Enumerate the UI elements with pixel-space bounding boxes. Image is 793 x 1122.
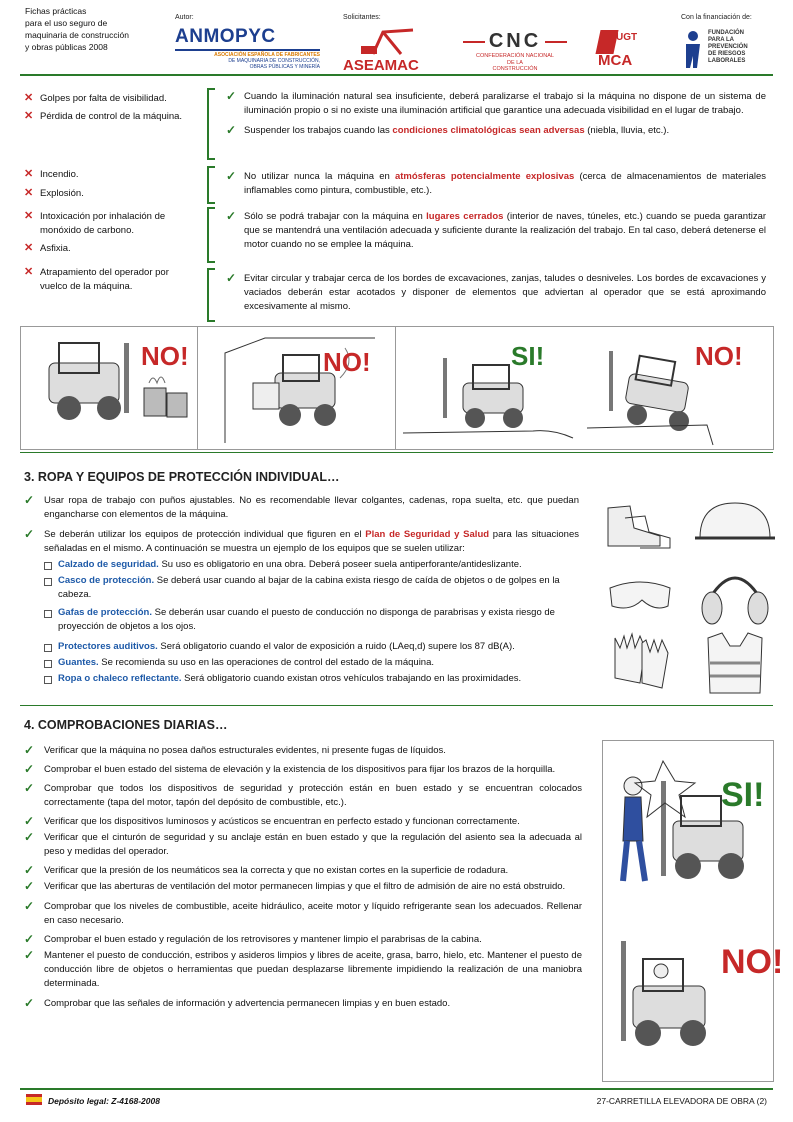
measure-highlight: lugares cerrados (426, 211, 504, 222)
risk-item (24, 266, 197, 294)
risk-text: Pérdida de control de la máquina. (40, 111, 183, 122)
solicitantes-label: Solicitantes: (343, 14, 381, 21)
measure-item (226, 210, 766, 252)
series-line: maquinaria de construcción (25, 30, 129, 40)
ppe-title: Gafas de protección. (58, 607, 152, 618)
forklift-safe-illustration (403, 333, 583, 445)
measure-text: No utilizar nunca la máquina en (244, 171, 395, 182)
inspection-operator-illustration (623, 761, 764, 881)
measure-text: Suspender los trabajos cuando las (244, 125, 393, 136)
x-icon: ✕ (24, 110, 34, 122)
risk-item (24, 168, 197, 182)
list-item (24, 494, 579, 522)
risk-group-4 (24, 266, 197, 294)
series-line: para el uso seguro de (25, 18, 108, 28)
measure-text: Sólo se podrá trabajar con la máquina en (244, 211, 427, 222)
legal-deposit: Depósito legal: Z-4168-2008 (48, 1096, 160, 1106)
check-icon: ✓ (24, 781, 35, 795)
risk-text: Intoxicación por inhalación de monóxido de carbono. (40, 211, 166, 236)
ppe-title: Calzado de seguridad. (58, 559, 159, 570)
footer-divider (20, 1088, 773, 1090)
anmopyc-sub: OBRAS PÚBLICAS Y MINERÍA (249, 64, 320, 70)
cnc-logo-text: CNC (488, 30, 542, 52)
section3-list (24, 494, 579, 686)
risk-item (24, 242, 197, 256)
anmopyc-sub: ASOCIACIÓN ESPAÑOLA DE FABRICANTES (214, 52, 320, 58)
no-label: NO! (323, 347, 371, 377)
bracket (207, 88, 215, 160)
daily-check-illustrations (603, 741, 784, 1081)
ppe-title: Protectores auditivos. (58, 641, 158, 652)
x-icon: ✕ (24, 187, 34, 199)
ppe-item (44, 606, 579, 634)
measure-item (226, 170, 766, 198)
ppe-item (44, 558, 579, 572)
list-item (24, 997, 582, 1011)
check-icon: ✓ (226, 209, 237, 223)
ear-protectors-icon (702, 578, 768, 624)
ppe-item (44, 640, 579, 654)
section4-title: 4. COMPROBACIONES DIARIAS… (24, 718, 228, 732)
fundacion-figure-icon (682, 30, 704, 70)
check-icon: ✓ (24, 996, 35, 1010)
item-text: Se deberán utilizar los equipos de protección individual que figuren en el (44, 529, 366, 540)
item-text: Verificar que la máquina no posea daños estructurales evidentes, ni presente fugas de líquidos. (44, 745, 446, 756)
reflective-vest-icon (708, 633, 762, 693)
bracket (207, 166, 215, 204)
series-line: Fichas prácticas (25, 6, 87, 16)
fundacion-line: LABORALES (708, 58, 746, 64)
item-text: Comprobar el buen estado del sistema de elevación y la existencia de los dispositivos para fijar los brazos de la horquilla. (44, 764, 556, 775)
ppe-item (44, 574, 579, 602)
list-item (24, 528, 579, 556)
check-icon: ✓ (24, 879, 35, 893)
list-item (24, 880, 582, 894)
check-icon: ✓ (24, 932, 35, 946)
anmopyc-sub: DE MAQUINARIA DE CONSTRUCCIÓN, (228, 58, 320, 64)
list-item (24, 782, 582, 810)
check-icon: ✓ (24, 814, 35, 828)
goggles-icon (610, 582, 670, 608)
item-text: Comprobar que las señales de información y advertencia permanecen limpias y en buen estado. (44, 998, 451, 1009)
item-highlight: Plan de Seguridad y Salud (365, 529, 490, 540)
aseamac-logo-text: ASEAMAC (343, 57, 419, 74)
fundacion-logo (682, 30, 777, 72)
check-icon: ✓ (226, 123, 237, 137)
item-text: para las situaciones señaladas en el mismo. A continuación se muestra un ejemplo de los equipos que se suelen utilizar: (44, 529, 579, 554)
check-icon: ✓ (24, 743, 35, 757)
x-icon: ✕ (24, 266, 34, 278)
list-item (24, 744, 582, 758)
ppe-text: Su uso es obligatorio en una obra. Deberá poseer suela antiperforante/antideslizante. (158, 559, 522, 570)
anmopyc-logo (175, 26, 320, 70)
risk-text: Incendio. (40, 169, 79, 180)
ppe-text: Se recomienda su uso en las operaciones de control del estado de la máquina. (98, 657, 435, 668)
item-text: Comprobar que los niveles de combustible, aceite hidráulico, aceite motor y líquido refrigerante sean los adecuados. Rellenar en caso necesario. (44, 901, 582, 926)
daily-check-illustration-box (602, 740, 784, 1082)
fundacion-line: PREVENCIÓN (708, 44, 748, 50)
item-text: Comprobar que todos los dispositivos de seguridad y protección están en buen estado y se encuentran colocados correctamente (tapa del motor, tapón del depósito de combustible, etc.). (44, 783, 582, 808)
check-icon: ✓ (24, 863, 35, 877)
ppe-title: Guantes. (58, 657, 99, 668)
risk-item (24, 92, 197, 106)
item-text: Verificar que la presión de los neumáticos sea la correcta y que no existan cortes en la superficie de rodadura. (44, 865, 509, 876)
measure-text: Cuando la iluminación natural sea insuficiente, deberá paralizarse el trabajo si la máquina no dispone de un sistema de iluminación propio o si no existe una iluminación artificial que garantice una adecuada visibilidad en el lugar de trabajo. (244, 91, 766, 116)
measure-group-3 (226, 210, 766, 252)
cnc-logo (450, 30, 580, 73)
si-label: SI! (721, 776, 765, 814)
measure-item (226, 272, 766, 314)
list-item (24, 900, 582, 928)
risk-group-1 (24, 92, 197, 124)
forklift-edge-illustration (587, 333, 767, 445)
measure-group-1 (226, 90, 766, 138)
si-label: SI! (511, 341, 545, 371)
financiacion-label: Con la financiación de: (681, 14, 752, 21)
forklift-closed-space-illustration (205, 333, 390, 445)
series-line: y obras públicas 2008 (25, 42, 108, 52)
autor-label: Autor: (175, 14, 194, 21)
risk-group-3 (24, 210, 197, 256)
risk-item (24, 210, 197, 238)
helmet-icon (695, 503, 775, 538)
aseamac-crane-icon (343, 26, 433, 56)
list-item (24, 831, 582, 859)
cnc-sub: CONSTRUCCIÓN (492, 66, 538, 72)
no-label: NO! (721, 943, 784, 981)
ppe-item (44, 672, 579, 686)
x-icon: ✕ (24, 92, 34, 104)
risk-text: Asfixia. (40, 243, 71, 254)
ppe-item (44, 656, 579, 670)
ppe-illustrations (600, 488, 780, 700)
list-item (24, 815, 582, 829)
measure-group-2 (226, 170, 766, 198)
measure-highlight: condiciones climatológicas sean adversas (392, 125, 585, 136)
no-label: NO! (695, 341, 743, 371)
bracket (207, 207, 215, 263)
section4-list (24, 744, 582, 1011)
measure-highlight: atmósferas potencialmente explosivas (394, 171, 575, 182)
check-icon: ✓ (226, 169, 237, 183)
list-item (24, 949, 582, 991)
risk-text: Atrapamiento del operador por vuelco de la máquina. (40, 267, 169, 292)
header-divider (20, 74, 773, 76)
section4-divider (20, 705, 773, 706)
bracket (207, 268, 215, 322)
aseamac-logo (343, 26, 433, 72)
anmopyc-logo-text: ANMOPYC (175, 26, 276, 47)
fundacion-line: FUNDACIÓN (708, 30, 744, 36)
ugt-mca-logo (594, 30, 644, 72)
list-item (24, 933, 582, 947)
spain-flag-icon (26, 1094, 42, 1105)
risk-item (24, 110, 197, 124)
item-text: Verificar que los dispositivos luminosos y acústicos se encuentran en perfecto estado y funcionan correctamente. (44, 816, 520, 827)
list-item (24, 763, 582, 777)
item-text: Usar ropa de trabajo con puños ajustables. No es recomendable llevar colgantes, cadenas, ropa suelta, etc. que puedan engancharse con elementos de la máquina. (44, 495, 579, 520)
measure-text: Evitar circular y trabajar cerca de los bordes de excavaciones, zanjas, taludes o desniveles. Los bordes de excavaciones y vaciados deberán estar acotados y disponer de elementos que adviertan al operador que se está aproximando excesivamente al mismo. (244, 273, 766, 312)
x-icon: ✕ (24, 242, 34, 254)
x-icon: ✕ (24, 168, 34, 180)
unsafe-operator-illustration (621, 941, 783, 1046)
risk-group-2 (24, 168, 197, 201)
check-icon: ✓ (24, 830, 35, 844)
fundacion-line: PARA LA (708, 37, 734, 43)
measure-item (226, 90, 766, 118)
check-icon: ✓ (24, 493, 35, 507)
illustration-strip (20, 326, 774, 450)
series-title (25, 5, 165, 53)
check-icon: ✓ (24, 527, 35, 541)
risk-text: Explosión. (40, 188, 84, 199)
ugt-text: UGT (616, 32, 638, 43)
cnc-sub: DE LA (507, 59, 523, 66)
x-icon: ✕ (24, 210, 34, 222)
measure-text: (cerca de almacenamientos de materiales inflamables como pintura, combustible, etc.). (244, 171, 766, 196)
fundacion-line: DE RIESGOS (708, 51, 746, 57)
ppe-text: Será obligatorio cuando el valor de exposición a ruido (LAeq,d) supere los 87 dB(A). (157, 641, 515, 652)
check-icon: ✓ (226, 271, 237, 285)
section3-title: 3. ROPA Y EQUIPOS DE PROTECCIÓN INDIVIDUAL… (24, 470, 340, 484)
measure-text: (niebla, lluvia, etc.). (584, 125, 670, 136)
risk-item (24, 187, 197, 201)
page-reference: 27-CARRETILLA ELEVADORA DE OBRA (2) (596, 1096, 767, 1106)
gloves-icon (615, 634, 668, 688)
measure-text: (interior de naves, túneles, etc.) cuando se pueda garantizar que se mantendrá una ventilación adecuada y suficiente durante la realización del trabajo. En tal caso, deberá detenerse el motor cuando no se emplee la máquina. (244, 211, 767, 250)
ppe-title: Ropa o chaleco reflectante. (58, 673, 182, 684)
cnc-sub: CONFEDERACIÓN NACIONAL (476, 53, 554, 59)
risk-text: Golpes por falta de visibilidad. (40, 93, 167, 104)
mca-text: MCA (598, 52, 633, 69)
measure-group-4 (226, 272, 766, 314)
item-text: Verificar que las aberturas de ventilación del motor permanecen limpias y que el filtro de admisión de aire no está obstruido. (44, 881, 566, 892)
check-icon: ✓ (24, 948, 35, 962)
safety-boots-icon (608, 506, 670, 548)
ppe-text: Será obligatorio cuando existan otros vehículos trabajando en las proximidades. (181, 673, 522, 684)
forklift-fire-illustration (29, 333, 194, 445)
item-text: Mantener el puesto de conducción, estribos y asideros limpios y libres de aceite, grasa, barro, hielo, etc. Mantener el puesto de conducción libre de objetos o herramientas que puedan desplazarse libremente impidiendo la realización de una maniobra determinada. (44, 950, 582, 989)
check-icon: ✓ (24, 899, 35, 913)
check-icon: ✓ (24, 762, 35, 776)
section3-divider (20, 452, 773, 453)
item-text: Comprobar el buen estado y regulación de los retrovisores y mantener limpio el parabrisas de la cabina. (44, 934, 482, 945)
ppe-text: Se deberá usar cuando al bajar de la cabina exista riesgo de caída de objetos o de golpes en la cabeza. (58, 575, 560, 600)
ppe-title: Casco de protección. (58, 575, 155, 586)
list-item (24, 864, 582, 878)
item-text: Verificar que el cinturón de seguridad y su anclaje están en buen estado y que la regulación del asiento sea la adecuada al peso y medidas del operador. (44, 832, 582, 857)
ppe-text: Se deberán usar cuando el puesto de conducción no disponga de parabrisas y exista riesgo de proyección de objetos a los ojos. (58, 607, 555, 632)
measure-item (226, 124, 766, 138)
check-icon: ✓ (226, 89, 237, 103)
no-label: NO! (141, 341, 189, 371)
